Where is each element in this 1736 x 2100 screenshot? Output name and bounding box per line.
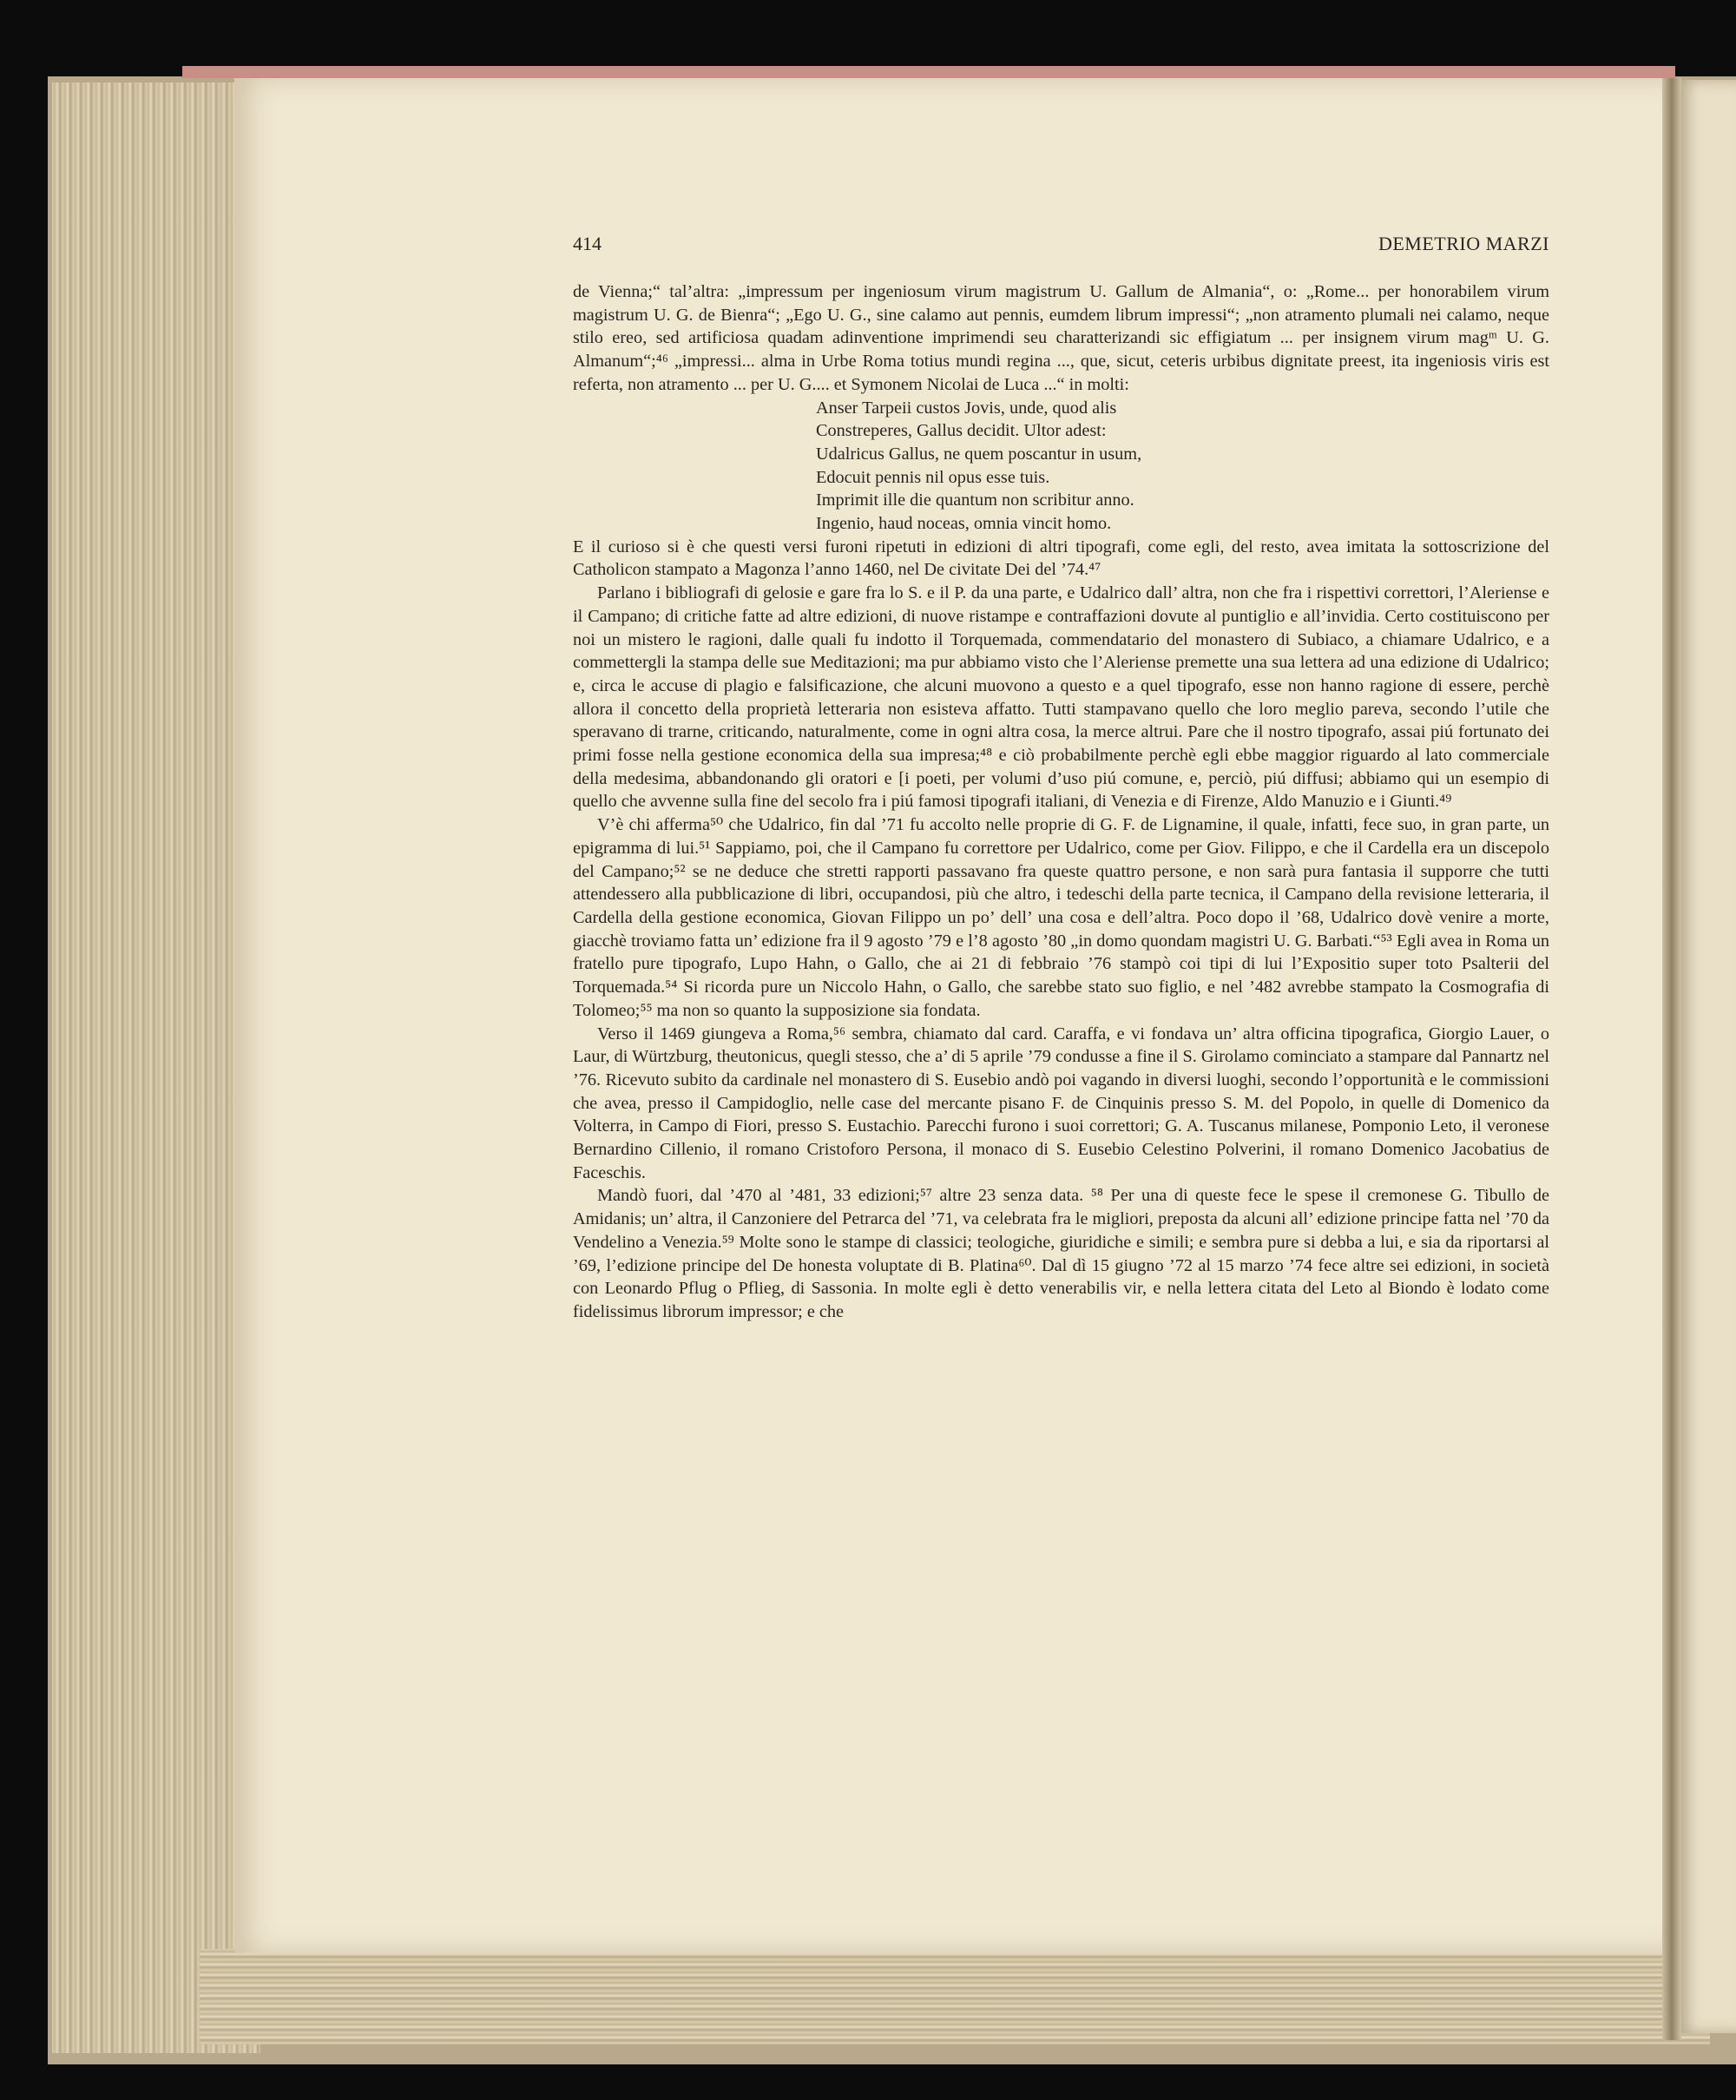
poem: [816, 397, 1549, 536]
paragraph: V’è chi afferma⁵⁰ che Udalrico, fin dal ’71 fu accolto nelle proprie di G. F. de Lignamine, il quale, infatti, fece suo, in gran parte, un epigramma di lui.⁵¹ Sappiamo, poi, che il Campano fu correttore per Udalrico, come per Giov. Filippo, e che il Cardella era un discepolo del Campano;⁵² se ne deduce che stretti rapporti passavano fra queste quattro persone, e non sarà pura fantasia il supporre che tutti attendessero alla pubblicazione di libri, occupandosi, più che altro, i tedeschi della parte tecnica, il Campano della revisione letteraria, il Cardella della gestione economica, Giovan Filippo un po’ dell’ una cosa e dell’altra. Poco dopo il ’68, Udalrico dovè venire a morte, giacchè troviamo fatta un’ edizione fra il 9 agosto ’79 e l’8 agosto ’80 „in domo quondam magistri U. G. Barbati.“⁵³ Egli avea in Roma un fratello pure tipografo, Lupo Hahn, o Gallo, che ai 21 di febbraio ’76 stampò coi tipi di lui l’Expositio super toto Psalterii del Torquemada.⁵⁴ Si ricorda pure un Niccolo Hahn, o Gallo, che sarebbe stato suo figlio, e nel ’482 avrebbe stampato la Cosmografia di Tolomeo;⁵⁵ ma non so quanto la supposizione sia fondata.: [573, 815, 1549, 1020]
poem-line: Edocuit pennis nil opus esse tuis.: [816, 467, 1050, 487]
poem-line: Imprimit ille die quantum non scribitur anno.: [816, 490, 1134, 510]
paragraph: de Vienna;“ tal’altra: „impressum per ingeniosum virum magistrum U. Gallum de Almania“, o: „Rome... per honorabilem virum magistrum U. G. de Bienra“; „Ego U. G., sine calamo aut pennis, eumdem librum impressi“; „non atramento plumali nei calamo, neque stilo ereo, sed artificiosa quadam adinventione imprimendi seu charatterizandi sic effigiatum ... per insignem virum magᵐ U. G. Almanum“;⁴⁶ „impressi... alma in Urbe Roma totius mundi regina ..., que, sicut, ceteris urbibus dignitate preest, ita ingeniosis viris est referta, non atramento ... per U. G.... et Symonem Nicolai de Luca ...“ in molti:: [573, 282, 1549, 394]
page-stack-left: [52, 82, 260, 2053]
body-text: [573, 280, 1549, 1324]
page-stack-bottom: [200, 1949, 1710, 2044]
facing-page: [1675, 80, 1736, 2033]
poem-line: Constreperes, Gallus decidit. Ultor adest:: [816, 421, 1107, 441]
running-head: DEMETRIO MARZI: [1378, 233, 1549, 254]
page-header: [573, 233, 1549, 259]
paragraph: E il curioso si è che questi versi furoni ripetuti in edizioni di altri tipografi, come egli, del resto, avea imitata la sottoscrizione del Catholicon stampato a Magonza l’anno 1460, nel De civitate Dei del ’74.⁴⁷: [573, 537, 1549, 580]
poem-line: Anser Tarpeii custos Jovis, unde, quod alis: [816, 398, 1117, 418]
paragraph: Parlano i bibliografi di gelosie e gare fra lo S. e il P. da una parte, e Udalrico dall’ altra, non che fra i rispettivi correttori, l’Aleriense e il Campano; di critiche fatte ad altre edizioni, di nuove ristampe e contraffazioni dovute al puntiglio e all’invidia. Certo costituiscono per noi un mistero le ragioni, dalle quali fu indotto il Torquemada, commendatario del monastero di Subiaco, a chiamare Udalrico, e a commettergli la stampa delle sue Meditazioni; ma pur abbiamo visto che l’Aleriense premette una sua lettera ad una edizione di Udalrico; e, circa le accuse di plagio e falsificazione, che alcuni muovono a questo e a quel tipografo, esse non hanno ragione di essere, perchè allora il concetto della proprietà letteraria non esisteva affatto. Tutti stampavano quello che loro meglio pareva, secondo l’utile che speravano di trarne, criticando, naturalmente, come in ogni altra cosa, la merce altrui. Pare che il nostro tipografo, assai piú fortunato dei primi fosse nella gestione economica della sua impresa;⁴⁸ e ciò probabilmente perchè egli ebbe maggior riguardo al lato commerciale della medesima, abbandonando gli oratori e [i poeti, per volumi d’uso piú comune, e, perciò, piú diffusi; abbiamo qui un esempio di quello che avvenne sulla fine del secolo fra i piú famosi tipografi italiani, di Venezia e di Firenze, Aldo Manuzio e i Giunti.⁴⁹: [573, 583, 1549, 812]
paragraph: Verso il 1469 giungeva a Roma,⁵⁶ sembra, chiamato dal card. Caraffa, e vi fondava un’ altra officina tipografica, Giorgio Lauer, o Laur, di Würtzburg, theutonicus, quegli stesso, che a’ di 5 aprile ’79 condusse a fine il S. Girolamo cominciato a stampare dal Pannartz nel ’76. Ricevuto subito da cardinale nel monastero di S. Eusebio andò poi vagando in diversi luoghi, secondo l’opportunità e le commissioni che avea, presso il Campidoglio, nelle case del mercante pisano F. de Cinquinis presso S. M. del Popolo, in quelle di Domenico da Volterra, in Campo di Fiori, presso S. Eustachio. Parecchi furono i suoi correttori; G. A. Tuscanus milanese, Pomponio Leto, il veronese Bernardino Cillenio, il romano Cristoforo Persona, il monaco di S. Eusebio Celestino Polverini, il romano Domenico Jacobatius de Faceschis.: [573, 1024, 1549, 1182]
book-gutter: [1662, 78, 1681, 2040]
paragraph: Mandò fuori, dal ’470 al ’481, 33 edizioni;⁵⁷ altre 23 senza data. ⁵⁸ Per una di queste fece le spese il cremonese G. Tibullo de Amidanis; un’ altra, il Canzoniere del Petrarca del ’71, va celebrata fra le migliori, preposta da alcuni all’ edizione principe fatta nel ’70 da Vendelino a Venezia.⁵⁹ Molte sono le stampe di classici; teologiche, giuridiche e simili; e sembra pure si debba a lui, e sia da riportarsi al ’69, l’edizione principe del De honesta voluptate di B. Platina⁶⁰. Dal dì 15 giugno ’72 al 15 marzo ’74 fece altre sei edizioni, in società con Leonardo Pflug o Pflieg, di Sassonia. In molte egli è detto venerabilis vir, e nella lettera citata del Leto al Biondo è lodato come fidelissimus librorum impressor; e che: [573, 1186, 1549, 1321]
page-edge-red: [182, 66, 1675, 78]
poem-line: Udalricus Gallus, ne quem poscantur in usum,: [816, 444, 1142, 464]
page-number: 414: [573, 233, 602, 254]
poem-line: Ingenio, haud noceas, omnia vincit homo.: [816, 514, 1112, 534]
